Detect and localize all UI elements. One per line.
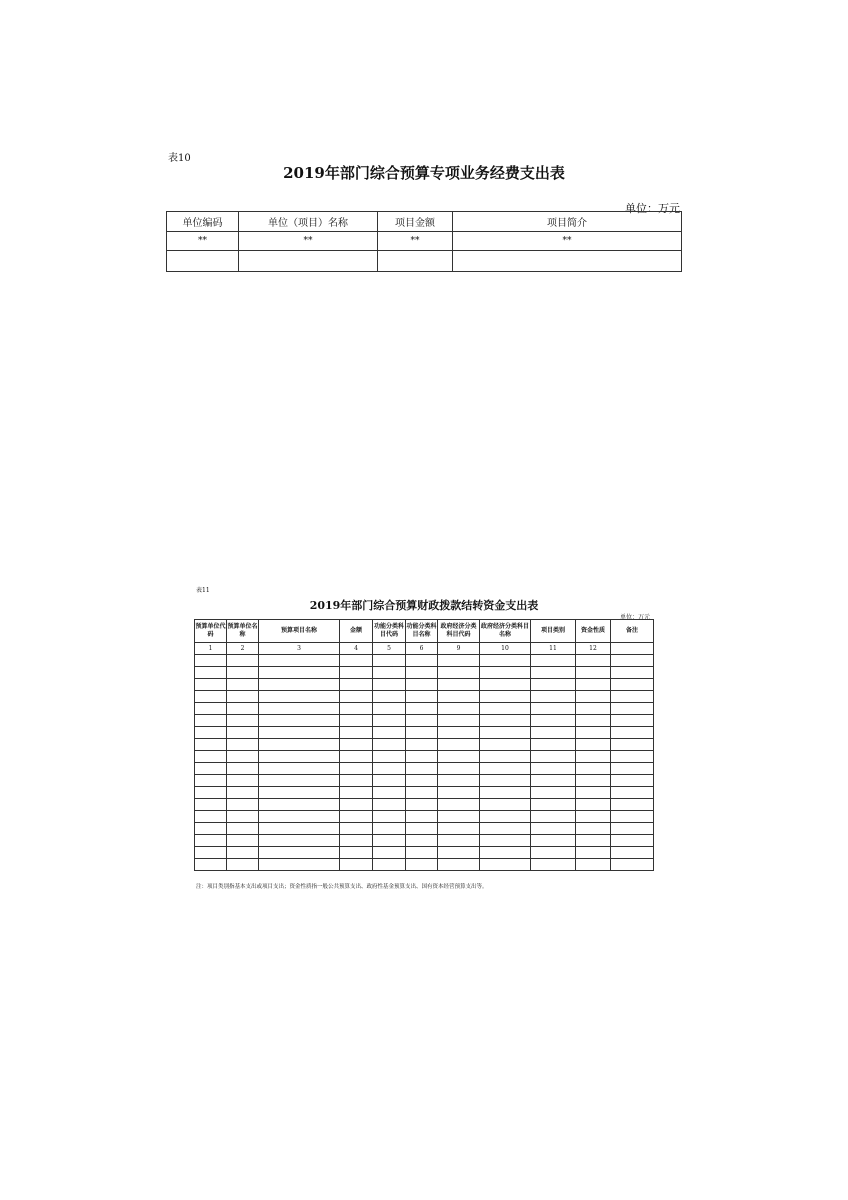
table-cell	[406, 739, 438, 751]
table-cell	[340, 751, 373, 763]
table-cell	[611, 667, 654, 679]
table11-header-cell: 金额	[340, 620, 373, 643]
table-cell	[373, 847, 406, 859]
table-cell	[167, 251, 239, 272]
table-cell	[406, 667, 438, 679]
table-cell	[438, 811, 480, 823]
table11-header-cell: 预算项目名称	[259, 620, 340, 643]
table-cell	[195, 739, 227, 751]
table-cell	[373, 739, 406, 751]
table-cell	[480, 739, 531, 751]
table-cell	[611, 715, 654, 727]
table-cell	[480, 859, 531, 871]
table-cell	[259, 823, 340, 835]
table-cell	[611, 727, 654, 739]
table-cell	[259, 715, 340, 727]
table-cell	[480, 691, 531, 703]
table-cell	[340, 859, 373, 871]
table-cell	[340, 835, 373, 847]
table-cell: 9	[438, 643, 480, 655]
table-cell	[227, 787, 259, 799]
table11-unit: 单位：万元	[619, 614, 650, 621]
table-cell	[611, 823, 654, 835]
table-row	[167, 232, 682, 251]
table-cell	[195, 667, 227, 679]
table-row	[195, 655, 654, 667]
table-cell	[340, 799, 373, 811]
table-cell	[480, 775, 531, 787]
table-cell	[227, 655, 259, 667]
table-cell	[480, 847, 531, 859]
table-cell	[227, 751, 259, 763]
table-cell	[195, 727, 227, 739]
table-cell	[373, 691, 406, 703]
table-cell	[480, 715, 531, 727]
table-cell	[195, 655, 227, 667]
table-cell	[611, 799, 654, 811]
table10-unit: 单位：万元	[625, 202, 680, 215]
table-cell: 2	[227, 643, 259, 655]
table-cell	[259, 835, 340, 847]
table-cell	[227, 799, 259, 811]
table-cell	[340, 703, 373, 715]
table-cell	[438, 667, 480, 679]
table-cell	[227, 667, 259, 679]
table-cell	[239, 251, 378, 272]
table-cell: 3	[259, 643, 340, 655]
table-cell: 11	[531, 643, 576, 655]
table-cell	[480, 679, 531, 691]
table-cell	[259, 739, 340, 751]
table-row	[195, 679, 654, 691]
table10-header-cell: 单位编码	[167, 212, 239, 232]
table-cell	[259, 799, 340, 811]
table-cell	[340, 727, 373, 739]
table11-title: 2019年部门综合预算财政拨款结转资金支出表	[309, 599, 539, 612]
table-cell	[373, 787, 406, 799]
table-row	[195, 667, 654, 679]
table-cell	[480, 763, 531, 775]
table-cell	[576, 667, 611, 679]
table-cell	[611, 643, 654, 655]
table-row	[195, 727, 654, 739]
table-row	[195, 799, 654, 811]
table-cell	[195, 715, 227, 727]
table-row	[195, 823, 654, 835]
table-cell	[480, 667, 531, 679]
table-cell	[531, 727, 576, 739]
table-cell	[373, 823, 406, 835]
table-cell	[259, 847, 340, 859]
table-cell	[227, 691, 259, 703]
table-cell	[195, 835, 227, 847]
table-cell	[531, 739, 576, 751]
table-row	[195, 715, 654, 727]
table-cell	[531, 811, 576, 823]
table-cell: 1	[195, 643, 227, 655]
table11-header-cell: 政府经济分类科目名称	[480, 620, 531, 643]
table-cell	[227, 715, 259, 727]
table11-note: 注：项目类别指基本支出或项目支出；资金性质指一般公共预算支出、政府性基金预算支出、国有资本经营预算支出等。	[196, 884, 488, 890]
table-cell	[531, 667, 576, 679]
table11-header-cell: 备注	[611, 620, 654, 643]
table-cell	[531, 691, 576, 703]
table-cell	[373, 727, 406, 739]
table-cell	[406, 727, 438, 739]
table-cell	[259, 811, 340, 823]
table10-tag: 表10	[168, 153, 191, 164]
table-cell	[480, 655, 531, 667]
table-cell	[340, 811, 373, 823]
table-cell	[576, 775, 611, 787]
table-cell	[576, 835, 611, 847]
table-cell	[480, 811, 531, 823]
table-cell	[259, 727, 340, 739]
table-cell: 12	[576, 643, 611, 655]
table-cell	[195, 679, 227, 691]
table-cell	[531, 835, 576, 847]
table10-header-cell: 单位（项目）名称	[239, 212, 378, 232]
table-cell	[438, 655, 480, 667]
table-cell	[453, 251, 682, 272]
table-cell	[576, 703, 611, 715]
table-cell	[373, 655, 406, 667]
table-cell: 4	[340, 643, 373, 655]
table-row	[195, 703, 654, 715]
table-cell	[259, 655, 340, 667]
table-cell	[438, 859, 480, 871]
table-cell	[340, 823, 373, 835]
table-cell	[611, 811, 654, 823]
table-cell	[531, 847, 576, 859]
table-cell	[195, 847, 227, 859]
table-cell	[480, 799, 531, 811]
table-cell	[438, 727, 480, 739]
table-cell	[611, 835, 654, 847]
table-cell	[438, 679, 480, 691]
table-cell	[438, 715, 480, 727]
table-cell: **	[239, 232, 378, 251]
table-cell	[576, 739, 611, 751]
table-cell: **	[453, 232, 682, 251]
table-cell	[373, 859, 406, 871]
table-cell	[373, 775, 406, 787]
table-cell	[531, 799, 576, 811]
table-cell	[227, 859, 259, 871]
table-cell	[340, 739, 373, 751]
table-cell	[438, 823, 480, 835]
table-cell	[531, 859, 576, 871]
table-cell	[611, 751, 654, 763]
table-cell	[576, 715, 611, 727]
table-cell	[480, 787, 531, 799]
table-cell	[438, 751, 480, 763]
table-cell	[373, 679, 406, 691]
table11-header-cell: 功能分类科目代码	[373, 620, 406, 643]
table-row	[195, 763, 654, 775]
table-cell	[340, 655, 373, 667]
table-cell	[406, 859, 438, 871]
table-cell	[406, 811, 438, 823]
table-cell	[373, 799, 406, 811]
table-cell	[611, 847, 654, 859]
table-cell	[611, 655, 654, 667]
table-cell	[340, 715, 373, 727]
table11-header-cell: 政府经济分类科目代码	[438, 620, 480, 643]
table-cell	[531, 763, 576, 775]
table-cell	[531, 787, 576, 799]
table-cell	[259, 691, 340, 703]
table-cell	[373, 811, 406, 823]
table-cell	[195, 691, 227, 703]
table-cell	[340, 847, 373, 859]
table-cell	[227, 835, 259, 847]
table11-header-cell: 项目类别	[531, 620, 576, 643]
table10	[166, 211, 682, 272]
table11-header-row	[195, 620, 654, 643]
table-cell	[378, 251, 453, 272]
table-cell	[340, 667, 373, 679]
table-cell	[576, 691, 611, 703]
table-cell	[227, 703, 259, 715]
table-cell: **	[167, 232, 239, 251]
table-cell	[531, 775, 576, 787]
table-cell	[406, 691, 438, 703]
table11-tag: 表11	[196, 587, 210, 594]
table-cell	[259, 703, 340, 715]
table-row	[167, 251, 682, 272]
table-cell	[259, 679, 340, 691]
table-cell	[195, 823, 227, 835]
table-cell	[438, 847, 480, 859]
table-cell	[195, 787, 227, 799]
table-cell	[531, 751, 576, 763]
table-cell	[373, 715, 406, 727]
table10-title: 2019年部门综合预算专项业务经费支出表	[283, 164, 565, 182]
table-cell	[227, 811, 259, 823]
table-cell	[438, 703, 480, 715]
table-cell	[480, 703, 531, 715]
table-cell	[438, 691, 480, 703]
table-row	[195, 751, 654, 763]
table-cell	[576, 787, 611, 799]
table-cell	[340, 679, 373, 691]
table-cell: **	[378, 232, 453, 251]
table-cell	[531, 655, 576, 667]
table-cell	[611, 739, 654, 751]
table-cell: 6	[406, 643, 438, 655]
table-cell	[406, 799, 438, 811]
table-cell	[406, 847, 438, 859]
table-cell	[576, 811, 611, 823]
table-cell	[195, 799, 227, 811]
table-row	[195, 787, 654, 799]
table-cell	[195, 859, 227, 871]
table-cell	[340, 763, 373, 775]
table11-header-cell: 预算单位代码	[195, 620, 227, 643]
table-cell	[227, 679, 259, 691]
table11-header-cell: 资金性质	[576, 620, 611, 643]
table-cell	[227, 727, 259, 739]
table-cell	[611, 679, 654, 691]
table11	[194, 619, 654, 871]
table-cell	[195, 703, 227, 715]
table-cell	[576, 823, 611, 835]
table-cell	[373, 703, 406, 715]
table-cell	[406, 655, 438, 667]
table-cell	[195, 763, 227, 775]
table-cell	[227, 763, 259, 775]
table-cell	[259, 667, 340, 679]
table-cell	[406, 679, 438, 691]
table11-header-cell: 预算单位名称	[227, 620, 259, 643]
table-cell	[373, 763, 406, 775]
table-cell	[480, 727, 531, 739]
table-row	[195, 739, 654, 751]
table-cell	[576, 859, 611, 871]
table-cell: 5	[373, 643, 406, 655]
table-cell	[438, 763, 480, 775]
table-cell	[406, 703, 438, 715]
table-cell	[611, 703, 654, 715]
table-cell	[576, 679, 611, 691]
table-cell	[195, 751, 227, 763]
table-cell	[531, 715, 576, 727]
table-cell	[480, 751, 531, 763]
table-cell	[531, 679, 576, 691]
table-cell	[406, 763, 438, 775]
table-cell	[611, 763, 654, 775]
table-cell	[576, 799, 611, 811]
table11-number-row	[195, 643, 654, 655]
table-row	[195, 775, 654, 787]
table-cell	[576, 847, 611, 859]
table-cell	[340, 775, 373, 787]
table10-header-row	[167, 212, 682, 232]
table-cell	[406, 715, 438, 727]
table-cell	[531, 703, 576, 715]
table-cell	[340, 691, 373, 703]
table-cell	[227, 739, 259, 751]
table-row	[195, 811, 654, 823]
table-cell	[227, 847, 259, 859]
table-cell	[406, 823, 438, 835]
table-cell	[227, 775, 259, 787]
table-cell	[406, 835, 438, 847]
table-cell	[373, 667, 406, 679]
table-cell	[373, 835, 406, 847]
table-cell	[438, 739, 480, 751]
table10-header-cell: 项目金额	[378, 212, 453, 232]
table-cell	[576, 727, 611, 739]
table-cell	[259, 787, 340, 799]
table-row	[195, 859, 654, 871]
table-cell	[438, 775, 480, 787]
table-cell	[340, 787, 373, 799]
table-cell	[406, 775, 438, 787]
table-row	[195, 835, 654, 847]
table-cell: 10	[480, 643, 531, 655]
table-cell	[480, 835, 531, 847]
table-cell	[576, 655, 611, 667]
table-cell	[480, 823, 531, 835]
table-cell	[373, 751, 406, 763]
table-cell	[611, 691, 654, 703]
table10-header-cell: 项目简介	[453, 212, 682, 232]
table-cell	[227, 823, 259, 835]
table-cell	[611, 859, 654, 871]
table-cell	[259, 775, 340, 787]
table-cell	[611, 775, 654, 787]
table-cell	[576, 751, 611, 763]
table-row	[195, 691, 654, 703]
table-cell	[406, 751, 438, 763]
table-cell	[576, 763, 611, 775]
table-cell	[259, 751, 340, 763]
table-cell	[195, 775, 227, 787]
table-cell	[406, 787, 438, 799]
table-cell	[259, 763, 340, 775]
table-row	[195, 847, 654, 859]
table-cell	[259, 859, 340, 871]
table-cell	[611, 787, 654, 799]
table-cell	[438, 787, 480, 799]
table-cell	[195, 811, 227, 823]
table-cell	[438, 835, 480, 847]
table-cell	[531, 823, 576, 835]
table-cell	[438, 799, 480, 811]
table11-header-cell: 功能分类科目名称	[406, 620, 438, 643]
